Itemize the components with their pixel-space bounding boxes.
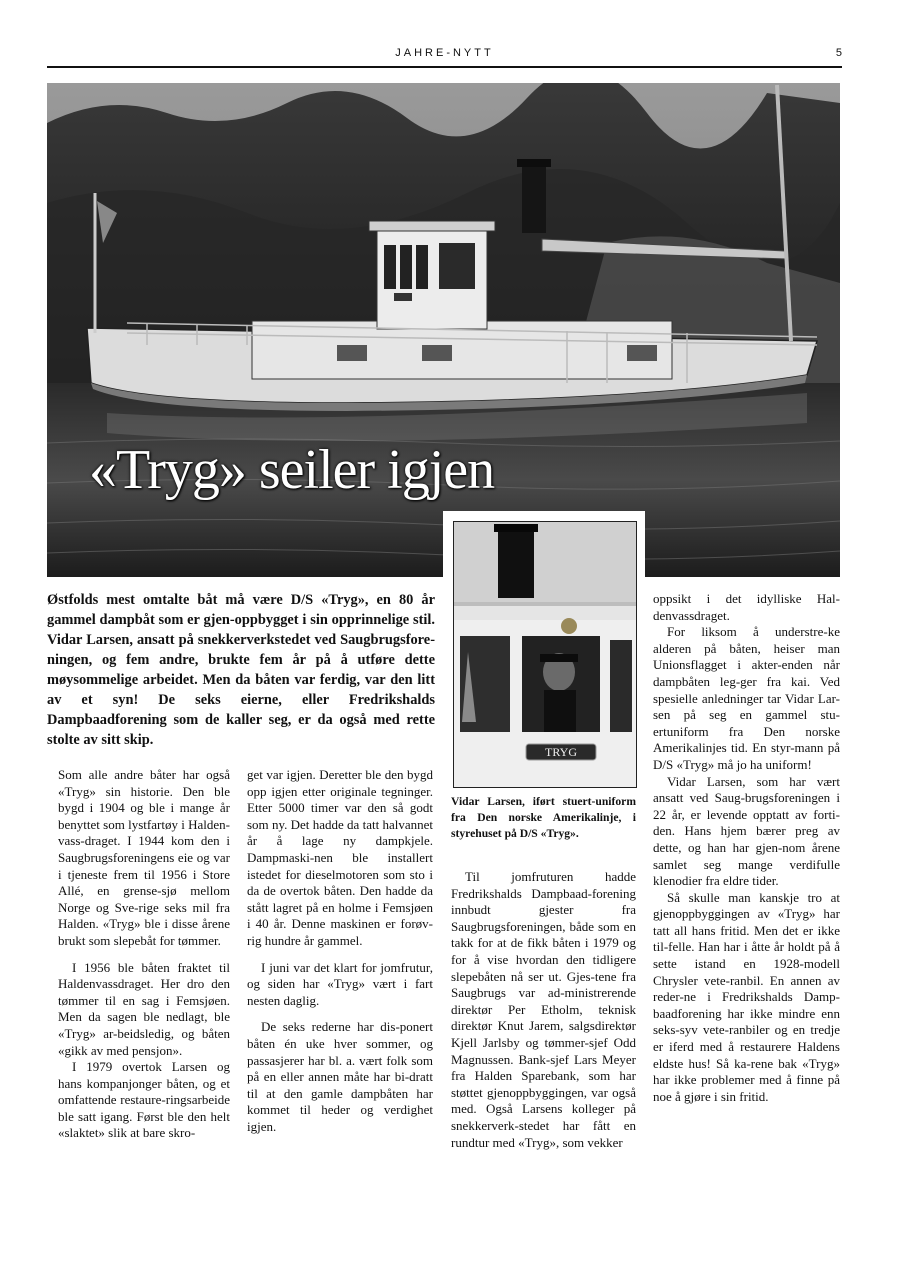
page-number: 5 xyxy=(835,47,842,59)
steamboat-illustration xyxy=(47,83,840,577)
column-3 xyxy=(451,869,636,1151)
paragraph: Så skulle man kanskje tro at gjenoppbyggingen av «Tryg» har tatt all hans fritid. Men det er ikke til-felle. Han har i åtte år holdt på å sette istand en 1928-modell Chrysler vete-ranbil. En annen av reder-ne i Fredrikshalds Damp-baadforening har ikke mindre enn seks-syv vete-ranbiler og en tredje er iferd med å restaurere Haldens eldste hus! Så ka-rene bak «Tryg» har ikke problemer med å finne på noe å gjøre i sin fritid. xyxy=(653,889,840,1104)
paragraph: De seks rederne har dis-ponert båten én uke hver sommer, og passasjerer har bl. a. vært folk som på en eller annen måte har bi-dratt til at den gamle dampbåten har kommet til heder og verdighet igjen. xyxy=(247,1019,433,1134)
paragraph: Som alle andre båter har også «Tryg» sin historie. Den ble bygd i 1904 og ble i mange år benyttet som lystfartøy i Halden-vass-draget. I 1944 kom den i Saugbrugsforeningens eie og var i tjeneste frem til 1956 i Store Allé, en grense-sjø mellom Norge og Sve-rige seks mil fra Halden. «Tryg» ble i disse årene brukt som slepebåt for tømmer. xyxy=(58,767,230,948)
paragraph: I 1979 overtok Larsen og hans kompanjonger båten, og et omfattende restaure-ringsarbeide ble satt igang. Først ble den helt «slaktet» slik at bare skro- xyxy=(58,1059,230,1141)
photo-caption: Vidar Larsen, iført stuert-uniform fra Den norske Amerikalinje, i styrehuset på D/S «Tryg». xyxy=(451,795,636,840)
article-headline: «Tryg» seiler igjen xyxy=(89,439,495,501)
page-header xyxy=(47,44,842,68)
paragraph: For liksom å understre-ke alderen på båten, heiser man Unionsflagget i akter-enden når dampbåten leg-ger fra kai. Ved spesielle anledninger tar Vidar Lar-sen på seg en gammel stu-ertuniform fra Den norske Amerikalinjes tid. En styr-mann på D/S «Tryg» må jo ha uniform! xyxy=(653,624,840,772)
column-4 xyxy=(653,591,840,1105)
nameplate-text: TRYG xyxy=(544,745,577,759)
paragraph: I 1956 ble båten fraktet til Haldenvassdraget. Her dro den tømmer til en sag i Femsjøen. Men da sagen ble nedlagt, ble «Tryg» ar-beidsledig, og båten «gikk av med pensjon». xyxy=(58,959,230,1058)
inset-photo xyxy=(443,511,645,790)
paragraph: oppsikt i det idylliske Hal-denvassdraget. xyxy=(653,591,840,623)
paragraph: get var igjen. Deretter ble den bygd opp igjen etter originale tegninger. Etter 5000 timer var den så godt som ny. Det hadde da tatt halvannet år å lage ny dampkjele. Dampmaski-nen ble installert istedet for dieselmotoren som sto i da de overtok båten. Den hadde da stått lagret på en holme i Femsjøen i 40 år. Denne maskinen er forøv-rig hundre år gammel. xyxy=(247,767,433,948)
inset-photo-frame xyxy=(453,521,637,788)
publication-title: JAHRE-NYTT xyxy=(395,47,494,59)
column-2 xyxy=(247,767,433,1135)
column-1 xyxy=(58,767,230,1142)
paragraph: Vidar Larsen, som har vært ansatt ved Saug-brugsforeningen i 22 år, er levende opptatt av forti-den. Hans hjem bærer preg av dette, og han har gjen-nom årene samlet seg mange verdifulle klenodier fra eldre tider. xyxy=(653,773,840,889)
article-lead: Østfolds mest omtalte båt må være D/S «Tryg», en 80 år gammel dampbåt som er gjen-oppbygget i sin opprinnelige stil. Vidar Larsen, ansatt på snekkerverkstedet ved Saugbrugsfore-ningen, og fem andre, brukte fem år på å utføre dette møysommelige arbeidet. Men da båten var ferdig, var den litt av et syn! De seks eierne, eller Fredrikshalds Dampbaadforening som de kaller seg, er da også med rette stolte av sitt skip. xyxy=(47,592,435,748)
paragraph: Til jomfruturen hadde Fredrikshalds Dampbaad-forening innbudt gjester fra Saugbrugsforeningen, både som en takk for at de fikk båten i 1979 og for å vise hvordan den tidligere slepebåten nå ser ut. Gjes-tene fra Saugbrugs var ad-ministrerende direktør Per Etholm, teknisk direktør Knut Jarem, salgsdirektør Kjell Jarlsby og tømmer-sjef Odd Magnussen. Bank-sjef Lars Meyer fra Halden Sparebank, som har støttet gjenoppbyggingen, var også med. Også Larsens kolleger på snekkerverk-stedet har fått en rundtur med «Tryg», som vekker xyxy=(451,869,636,1150)
paragraph: I juni var det klart for jomfrutur, og siden har «Tryg» vært i fart nesten daglig. xyxy=(247,959,433,1008)
hero-photo xyxy=(47,83,840,577)
